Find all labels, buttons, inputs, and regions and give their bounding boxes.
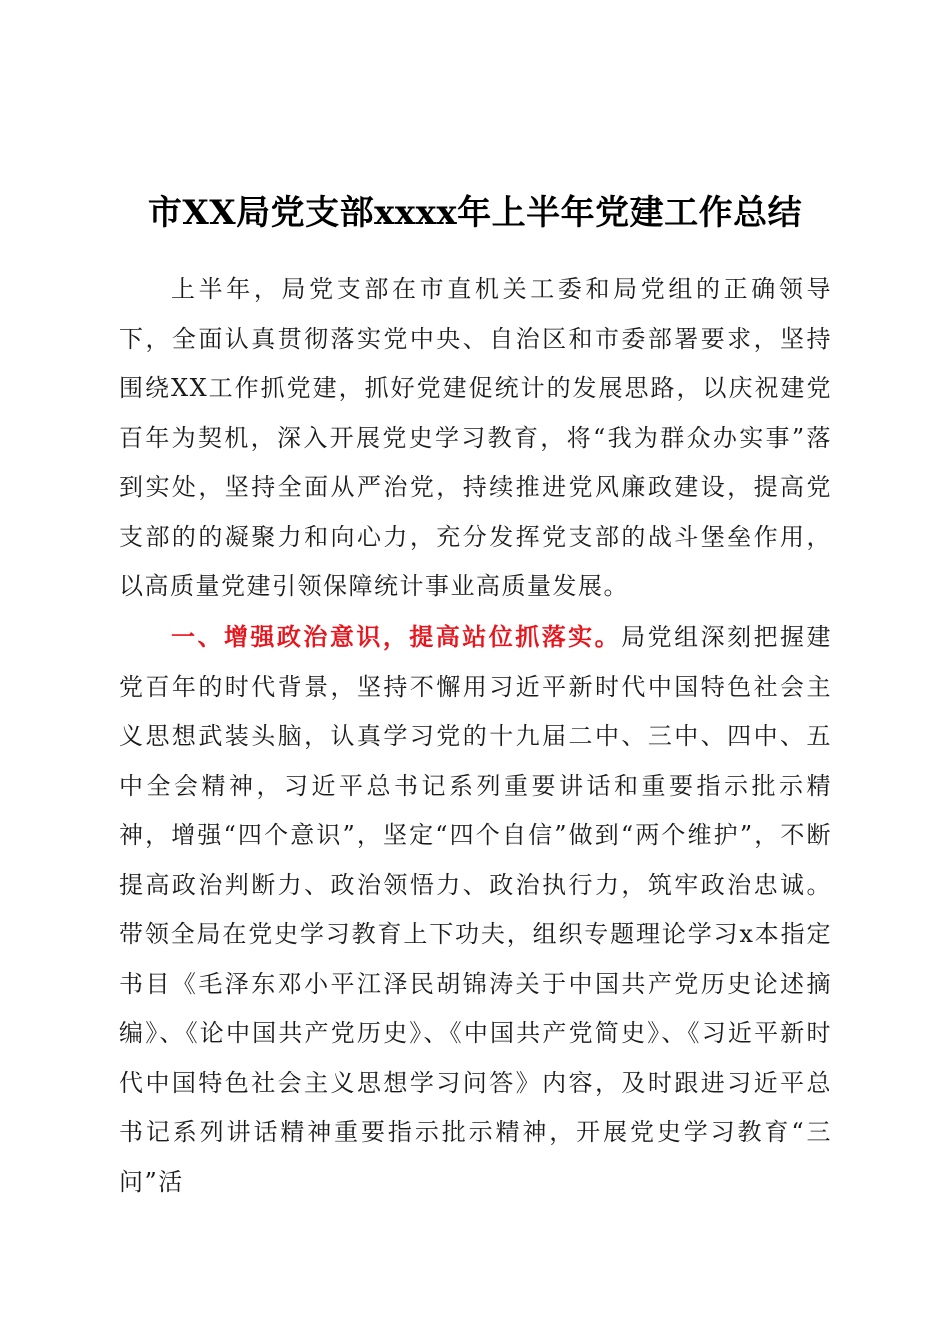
document-title: 市XX局党支部xxxx年上半年党建工作总结 (147, 193, 803, 233)
paragraph-intro (119, 265, 832, 612)
section-1-heading: 一、增强政治意识，提高站位抓落实。 (171, 622, 622, 651)
paragraph-intro-text: 上半年，局党支部在市直机关工委和局党组的正确领导下，全面认真贯彻落实党中央、自治区和市委部署要求，坚持围绕XX工作抓党建，抓好党建促统计的发展思路，以庆祝建党百年为契机，深入开展党史学习教育，将“我为群众办实事”落到实处，坚持全面从严治党，持续推进党风廉政建设，提高党支部的的凝聚力和向心力，充分发挥党支部的战斗堡垒作用，以高质量党建引领保障统计事业高质量发展。 (119, 275, 832, 600)
section-1-text: 局党组深刻把握建党百年的时代背景，坚持不懈用习近平新时代中国特色社会主义思想武装头脑，认真学习党的十九届二中、三中、四中、五中全会精神，习近平总书记系列重要讲话和重要指示批示精神，增强“四个意识”，坚定“四个自信”做到“两个维护”，不断提高政治判断力、政治领悟力、政治执行力，筑牢政治忠诚。带领全局在党史学习教育上下功夫，组织专题理论学习x本指定书目《毛泽东邓小平江泽民胡锦涛关于中国共产党历史论述摘编》、《论中国共产党历史》、《中国共产党简史》、《习近平新时代中国特色社会主义思想学习问答》内容，及时跟进习近平总书记系列讲话精神重要指示批示精神，开展党史学习教育“三问”活 (119, 623, 833, 1196)
paragraph-section-1 (119, 612, 832, 1207)
